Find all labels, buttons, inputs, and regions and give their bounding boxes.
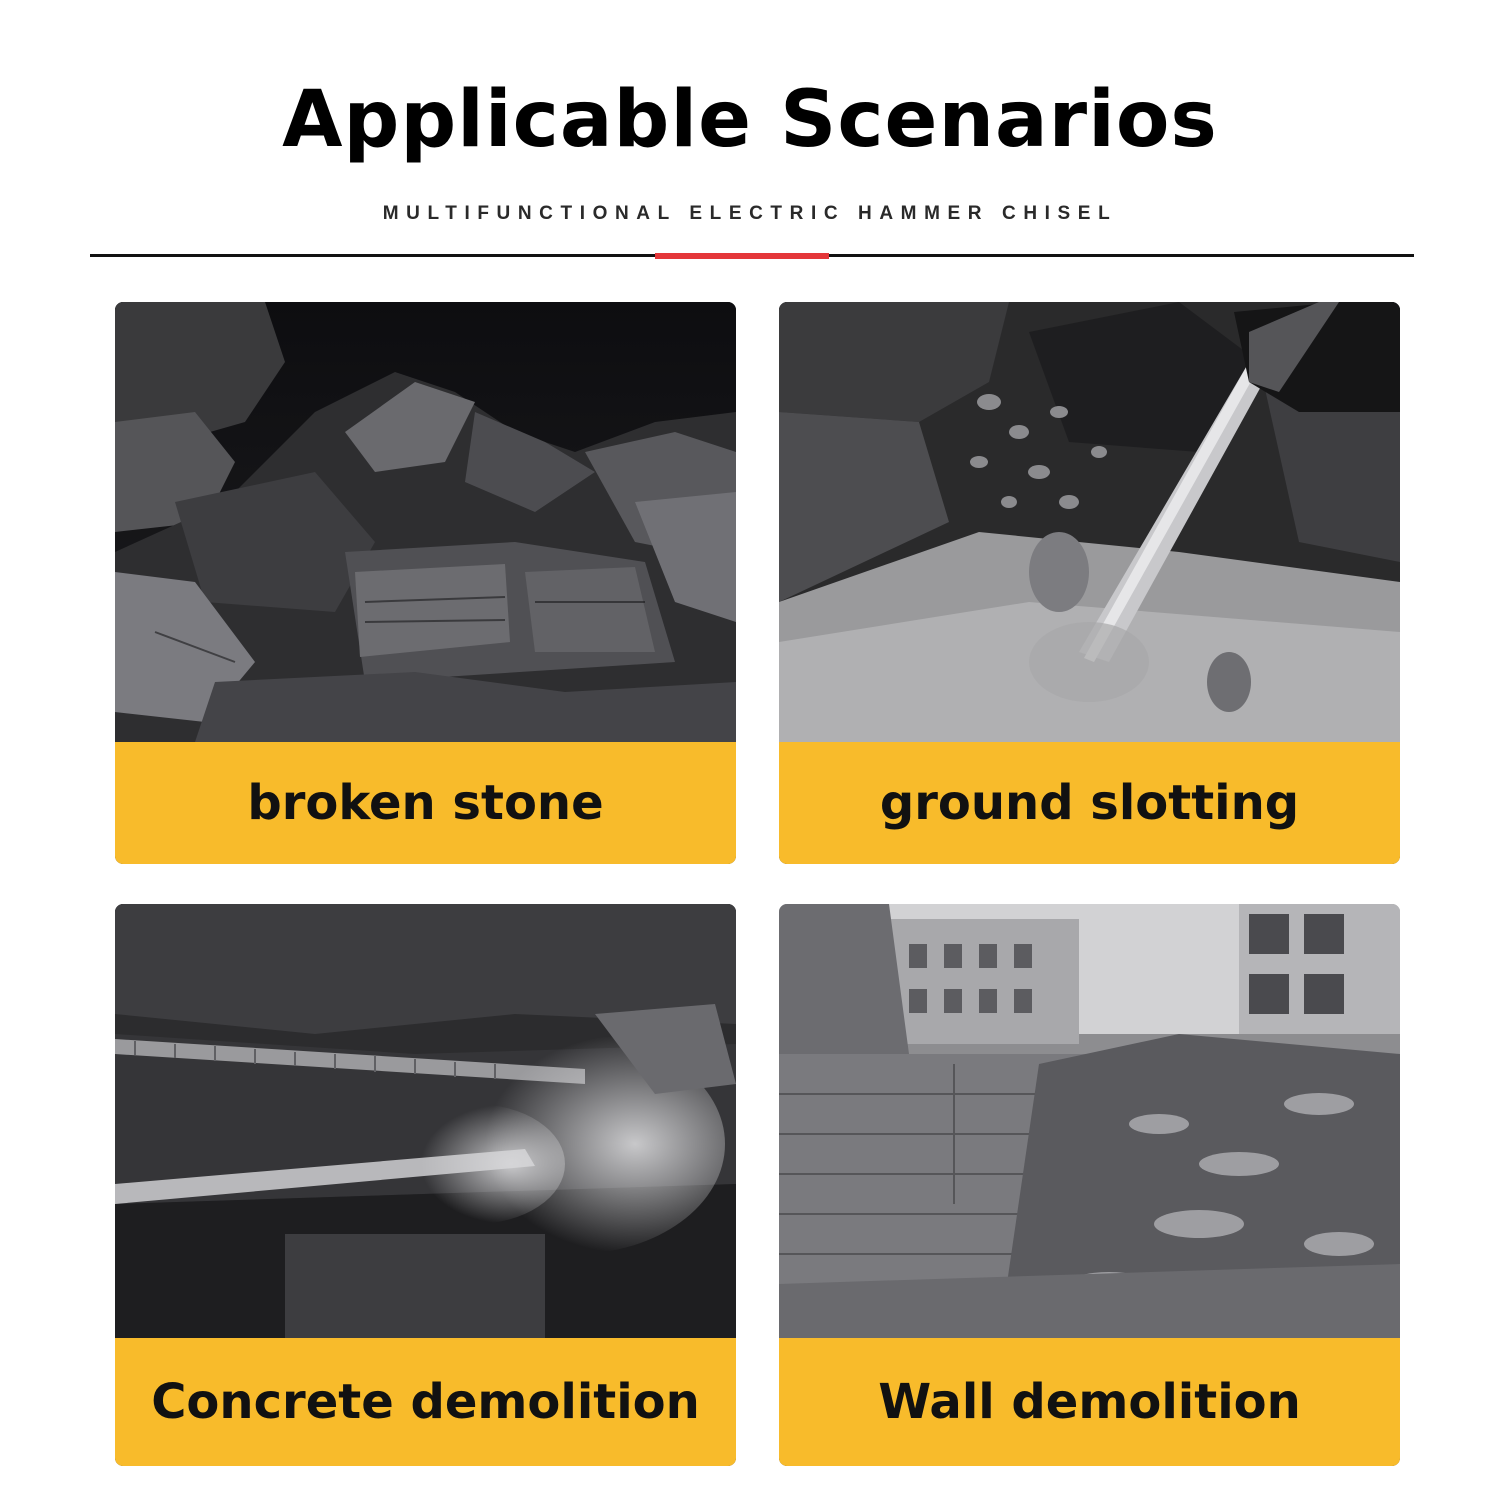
- chisel-bit-breaking-ground-photo: [779, 302, 1400, 742]
- scenario-label: Wall demolition: [779, 1338, 1400, 1466]
- scenario-label: broken stone: [115, 742, 736, 864]
- divider-accent: [655, 253, 829, 259]
- black-rock-rubble-photo: [115, 302, 736, 742]
- scenario-card-concrete-demolition: [115, 904, 736, 1466]
- page-title: Applicable Scenarios: [282, 75, 1218, 165]
- page-subtitle: MULTIFUNCTIONAL ELECTRIC HAMMER CHISEL: [382, 203, 1118, 224]
- scenario-card-broken-stone: [115, 302, 736, 864]
- scenario-label: ground slotting: [779, 742, 1400, 864]
- scenario-label: Concrete demolition: [115, 1338, 736, 1466]
- scenario-card-ground-slotting: [779, 302, 1400, 864]
- ruined-building-wall-photo: [779, 904, 1400, 1338]
- rebar-concrete-dust-photo: [115, 904, 736, 1338]
- scenario-card-wall-demolition: [779, 904, 1400, 1466]
